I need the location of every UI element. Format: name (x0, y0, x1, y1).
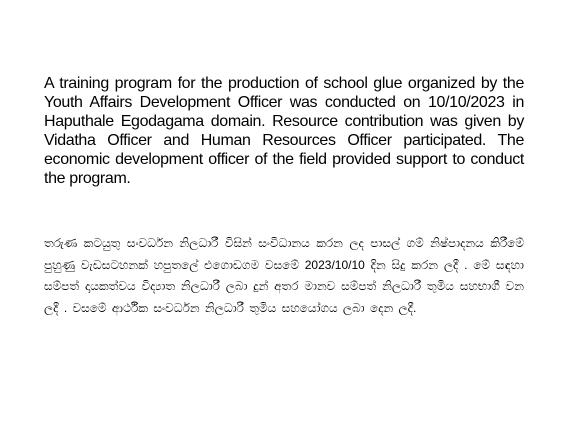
sinhala-paragraph: තරුණ කටයුතු සංවර්ධන නිලධාරී විසින් සංවිධානය කරන ලද පාසල් ගම් නිෂ්පාදනය කිරීමේ පුහුණු වැඩසටහනක් හපුතලේ එගොඩගම වසමේ 2023/10/10 දින සිදු කරන ලදී . මේ සඳහා සම්පත් දායකත්වය විද්‍යාත නිලධාරී ලබා දුන් අතර මානව සම්පත් නිලධාරී තුමිය සහභාගී වන ලදී . වසමේ ආර්ථික සංවර්ධන නිලධාරී තුමිය සහයෝගය ලබා දෙන ලදී. (44, 236, 524, 315)
english-paragraph: A training program for the production of school glue organized by the Youth Affairs Development Officer was conducted on 10/10/2023 in Haputhale Egodagama domain. Resource contribution was given by Vidatha Officer and Human Resources Officer participated. The economic development officer of the field provided support to conduct the program. (44, 75, 524, 187)
